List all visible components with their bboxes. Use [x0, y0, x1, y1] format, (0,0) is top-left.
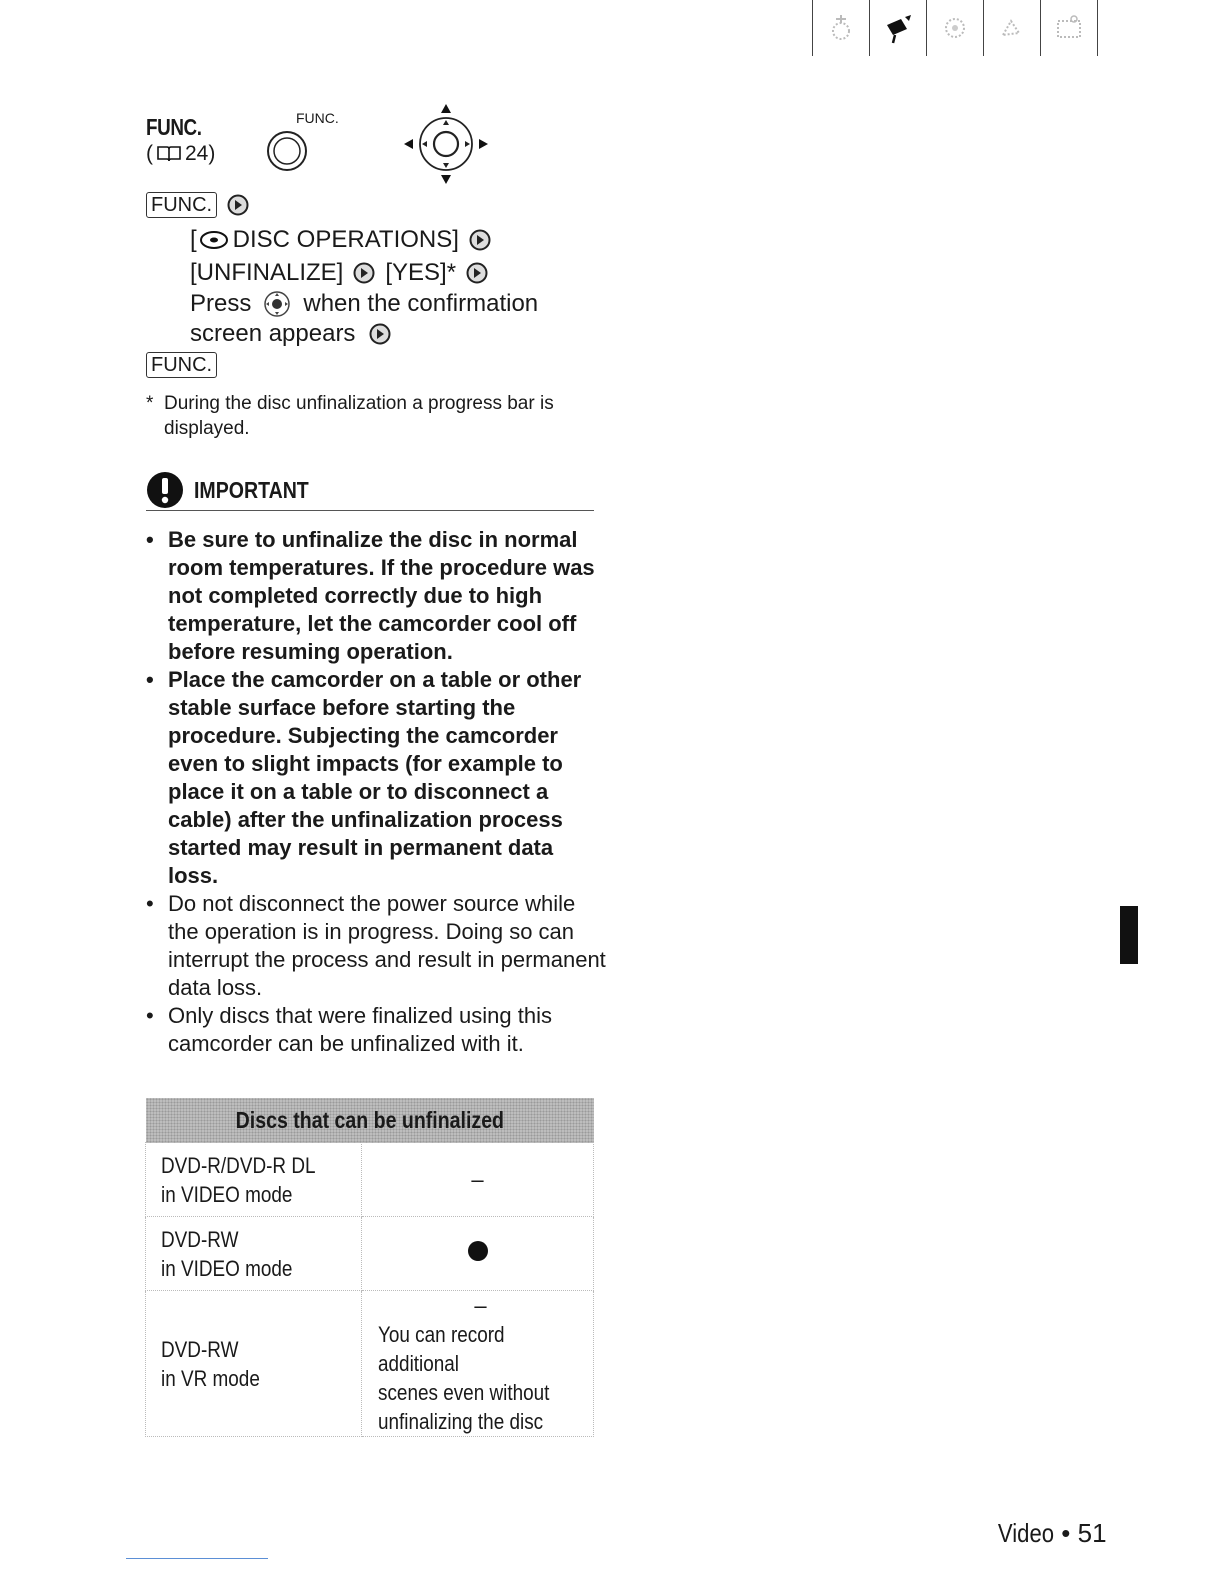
disc-operations-label: DISC OPERATIONS] [232, 226, 459, 253]
table-row [146, 1291, 594, 1437]
list-item: • Only discs that were finalized using this camcorder can be unfinalized with it. [146, 1002, 606, 1058]
step-press-confirm [190, 289, 538, 319]
list-item: • Place the camcorder on a table or other stable surface before starting the procedure. Subjecting the camcorder even to slight impacts (for example to place it on a table or to disconnect a cable) after the unfinalization process started may result in permanent data loss. [146, 666, 606, 890]
note-line: unfinalizing the disc [378, 1409, 544, 1434]
section-marker [1120, 906, 1138, 964]
table-heading [146, 1098, 594, 1143]
disc-mode: in VR mode [161, 1365, 260, 1391]
important-list [146, 526, 606, 1058]
ref-page-number: 24) [185, 142, 216, 165]
footer-section: Video [997, 1518, 1055, 1548]
page-number: 51 [1077, 1518, 1107, 1548]
func-key-1: FUNC. [146, 192, 217, 218]
func-button-label: FUNC. [296, 110, 339, 126]
disc-mode-tab [1040, 0, 1098, 56]
camera-mode-icon [881, 11, 915, 45]
page-footer [988, 1518, 1107, 1549]
disc-name: DVD-R/DVD-R DL [161, 1152, 316, 1178]
disc-type-cell [146, 1291, 362, 1437]
note-line: scenes even without [378, 1380, 550, 1405]
disc-name: DVD-RW [161, 1336, 239, 1362]
settings-mode-tab [926, 0, 983, 56]
easy-mode-tab [812, 0, 869, 56]
yes-label: [YES]* [385, 259, 457, 286]
book-icon [156, 144, 182, 164]
note-line: You can record additional [378, 1322, 505, 1376]
screen-appears-label: screen appears [190, 320, 356, 347]
settings-mode-icon [938, 11, 972, 45]
bottom-rule [126, 1558, 268, 1559]
next-arrow-icon [369, 323, 391, 345]
disc-mode-icon [1052, 11, 1086, 45]
step-func-key-2 [146, 352, 217, 378]
footer-bullet: • [1061, 1518, 1071, 1548]
disc-mode: in VIDEO mode [161, 1181, 293, 1207]
warning-icon [146, 471, 184, 509]
joystick-icon [404, 104, 488, 184]
table-heading-text: Discs that can be unfinalized [235, 1106, 504, 1133]
footnote [146, 391, 606, 441]
easy-mode-icon [824, 11, 858, 45]
not-supported-dash: – [474, 1293, 487, 1318]
step-func-key-1 [146, 192, 249, 218]
list-item: • Be sure to unfinalize the disc in normal room temperatures. If the procedure was not completed correctly due to high temperature, let the camcorder cool off before resuming operation. [146, 526, 606, 666]
unfinalize-value-cell [362, 1291, 594, 1437]
disc-name: DVD-RW [161, 1226, 239, 1252]
important-label: IMPORTANT [194, 476, 309, 503]
mode-tabs [812, 0, 1098, 56]
confirmation-label: when the confirmation [303, 290, 539, 317]
playback-mode-tab [983, 0, 1040, 56]
table-row [146, 1217, 594, 1291]
set-button-icon [263, 290, 291, 318]
page-reference [146, 142, 215, 166]
disc-mode: in VIDEO mode [161, 1255, 293, 1281]
step-disc-operations [190, 225, 491, 255]
bracket-open: [ [190, 226, 197, 253]
unfinalize-label: [UNFINALIZE] [190, 259, 344, 286]
footnote-text: During the disc unfinalization a progress bar is displayed. [164, 393, 554, 439]
table-row [146, 1143, 594, 1217]
playback-mode-icon [995, 11, 1029, 45]
footnote-star: * [146, 393, 154, 414]
camera-mode-tab [869, 0, 926, 56]
func-key-2: FUNC. [146, 352, 217, 378]
next-arrow-icon [353, 262, 375, 284]
important-heading [146, 470, 594, 511]
next-arrow-icon [227, 194, 249, 216]
step-screen-appears [190, 319, 391, 349]
next-arrow-icon [469, 229, 491, 251]
list-item: • Do not disconnect the power source while the operation is in progress. Doing so can interrupt the process and result in permanent data loss. [146, 890, 606, 1002]
next-arrow-icon [466, 262, 488, 284]
not-supported-dash: – [471, 1167, 484, 1192]
disc-icon [199, 229, 229, 251]
func-button-icon [264, 128, 310, 174]
step-unfinalize [190, 258, 488, 288]
func-title: FUNC. [146, 114, 202, 140]
ref-open-paren: ( [146, 142, 153, 165]
press-label: Press [190, 290, 252, 317]
disc-type-cell [146, 1217, 362, 1291]
unfinalize-value-cell [362, 1143, 594, 1217]
disc-type-cell [146, 1143, 362, 1217]
supported-dot-icon [468, 1241, 488, 1261]
discs-table [145, 1098, 594, 1437]
unfinalize-value-cell [362, 1217, 594, 1291]
